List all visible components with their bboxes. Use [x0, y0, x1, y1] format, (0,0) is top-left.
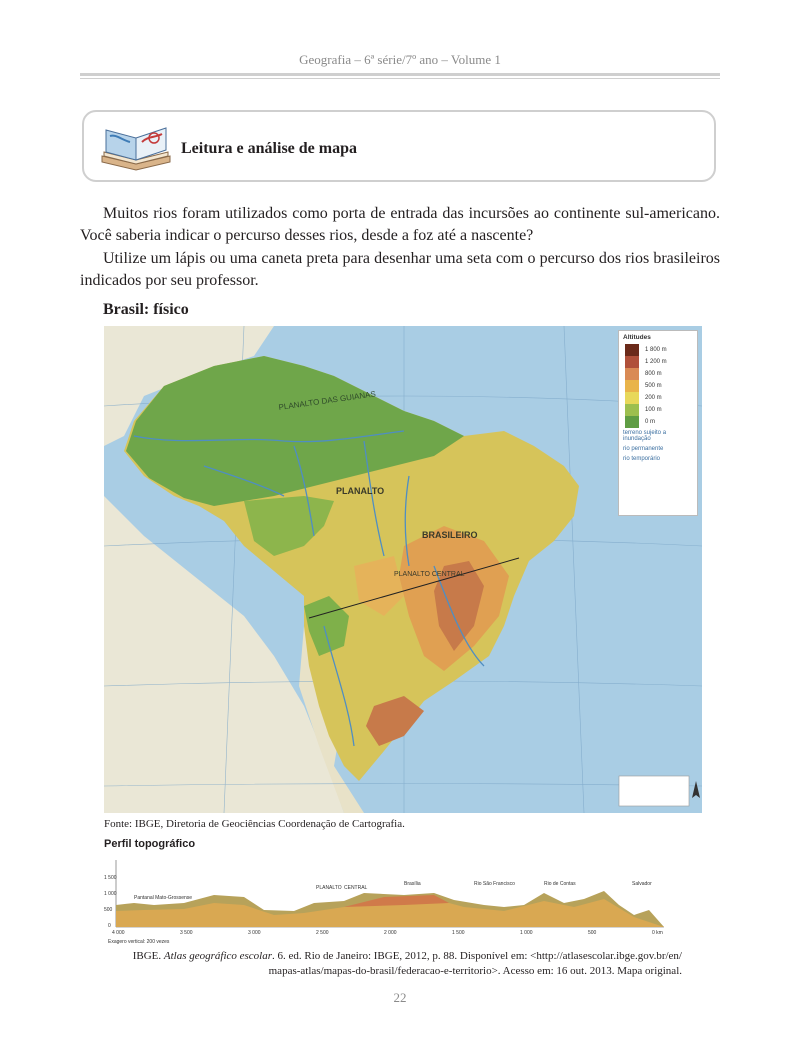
credits-prefix: IBGE. [132, 950, 164, 962]
legend-item [619, 368, 697, 380]
legend-item [619, 344, 697, 356]
legend-label: 1 200 m [645, 359, 667, 365]
profile-xtick: 4 000 [112, 930, 125, 936]
map-legend [618, 330, 698, 516]
legend-swatch [625, 368, 639, 380]
legend-flood: terreno sujeito a inundação [623, 430, 667, 442]
label-planalto-guianas: PLANALTO DAS GUIANAS [278, 389, 377, 412]
credits [90, 949, 682, 979]
profile-xtick: 1 000 [520, 930, 533, 936]
paragraph-2-text: Utilize um lápis ou uma caneta preta para desenhar uma seta com o percurso dos rios brasileiros indicados por seu professor. [80, 250, 720, 289]
section-title: Leitura e análise de mapa [181, 140, 357, 157]
legend-swatch [625, 380, 639, 392]
profile-ytick: 1 000 [104, 891, 117, 897]
profile-label: PLANALTO [316, 885, 342, 891]
legend-item [619, 380, 697, 392]
profile-xtick: 3 000 [248, 930, 261, 936]
profile-label: CENTRAL [344, 885, 368, 891]
header-rule [80, 73, 720, 76]
map-source: Fonte: IBGE, Diretoria de Geociências Coordenação de Cartografia. [104, 818, 405, 830]
legend-title: Altitudes [623, 334, 651, 341]
legend-swatch [625, 392, 639, 404]
credits-line2: mapas-atlas/mapas-do-brasil/federacao-e-territorio>. Acesso em: 16 out. 2013. Mapa original. [268, 965, 682, 977]
legend-item [619, 404, 697, 416]
legend-item [619, 356, 697, 368]
legend-permanent-river: rio permanente [623, 446, 664, 452]
book-icon [96, 116, 176, 174]
legend-label: 200 m [645, 395, 662, 401]
profile-xtick: 0 km [652, 930, 663, 936]
legend-temporary-river: rio temporário [623, 456, 661, 462]
profile-ytick: 1 500 [104, 875, 117, 881]
profile-ytick: 500 [104, 907, 113, 913]
running-header: Geografia – 6ª série/7º ano – Volume 1 [299, 52, 501, 67]
legend-label: 0 m [645, 419, 656, 425]
profile-xtick: 1 500 [452, 930, 465, 936]
paragraph-2 [80, 248, 720, 292]
legend-swatch [625, 416, 639, 428]
profile-xtick: 3 500 [180, 930, 193, 936]
profile-note: Exagero vertical: 200 vezes [108, 939, 170, 945]
profile-label: Rio de Contas [544, 881, 576, 887]
profile-xtick: 2 500 [316, 930, 329, 936]
header-rule-thin [80, 78, 720, 79]
profile-ytick: 0 [108, 923, 111, 929]
map-graphic [104, 326, 702, 813]
legend-label: 800 m [645, 371, 662, 377]
brazil-physical-map [104, 326, 702, 813]
legend-swatch [625, 404, 639, 416]
credits-line1: . 6. ed. Rio de Janeiro: IBGE, 2012, p. 88. Disponível em: <http://atlasescolar.ibge.gov.br/en/ [272, 950, 682, 962]
label-brasileiro: BRASILEIRO [422, 530, 478, 540]
profile-label: Rio São Francisco [474, 881, 515, 887]
label-planalto: PLANALTO [336, 486, 385, 496]
legend-item [619, 416, 697, 428]
map-title: Brasil: físico [103, 301, 189, 318]
profile-label: Brasília [404, 881, 421, 887]
legend-item [619, 392, 697, 404]
profile-label: Salvador [632, 881, 652, 887]
paragraph-1-text: Muitos rios foram utilizados como porta de entrada das incursões ao continente sul-americano. Você saberia indicar o percurso desses rios, desde a foz até a nascente? [80, 205, 720, 244]
profile-xtick: 500 [588, 930, 597, 936]
legend-swatch [625, 356, 639, 368]
profile-xtick: 2 000 [384, 930, 397, 936]
topographic-profile [104, 855, 698, 947]
credits-title: Atlas geográfico escolar [163, 950, 273, 962]
legend-label: 100 m [645, 407, 662, 413]
legend-label: 1 800 m [645, 347, 667, 353]
label-planalto-central: PLANALTO CENTRAL [394, 571, 465, 578]
page-number: 22 [393, 990, 407, 1005]
legend-label: 500 m [645, 383, 662, 389]
section-box [82, 110, 716, 182]
legend-swatch [625, 344, 639, 356]
profile-title: Perfil topográfico [104, 838, 196, 850]
paragraph-1 [80, 203, 720, 247]
profile-label: Pantanal Mato-Grossense [134, 895, 193, 901]
